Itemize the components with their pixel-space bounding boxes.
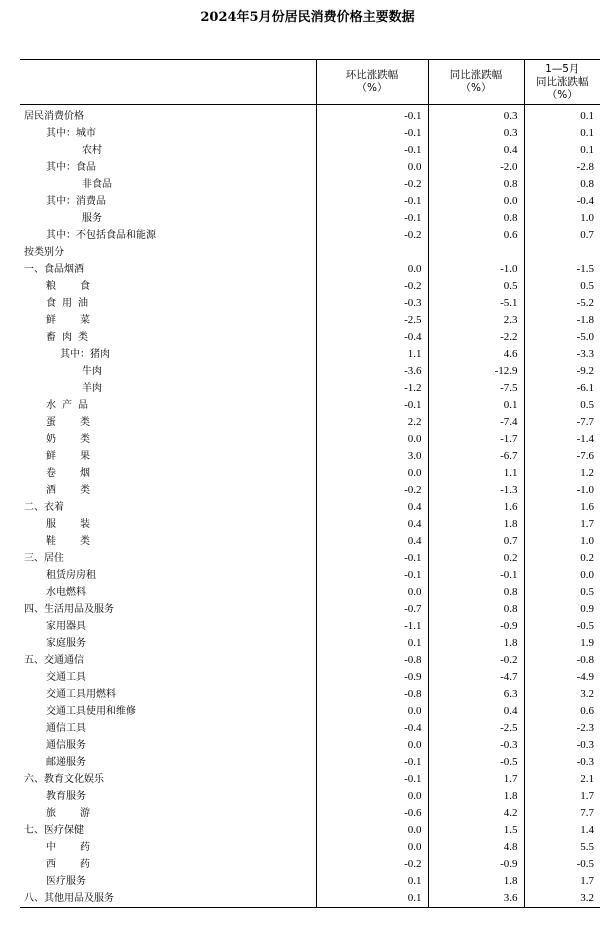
row-label xyxy=(20,584,316,601)
cell-mom: -0.2 xyxy=(316,278,428,295)
cell-yoy: 0.3 xyxy=(428,125,524,142)
cell-yoy: 0.8 xyxy=(428,584,524,601)
row-label xyxy=(20,431,316,448)
row-label-text: 交通工具用燃料 xyxy=(46,689,116,700)
cell-ytd: 0.5 xyxy=(524,278,600,295)
row-label xyxy=(20,873,316,890)
cell-yoy: -2.0 xyxy=(428,159,524,176)
row-label xyxy=(20,890,316,908)
cell-ytd: 1.2 xyxy=(524,465,600,482)
row-label-text: 鲜果 xyxy=(46,451,114,462)
cell-ytd: -1.8 xyxy=(524,312,600,329)
cell-ytd: 1.7 xyxy=(524,873,600,890)
row-label xyxy=(20,771,316,788)
table-row xyxy=(20,105,600,126)
row-label-text: 其中：消费品 xyxy=(46,196,106,207)
cell-ytd: 0.9 xyxy=(524,601,600,618)
row-label-text: 五、交通通信 xyxy=(24,655,84,666)
cell-yoy: 1.5 xyxy=(428,822,524,839)
cell-yoy: -12.9 xyxy=(428,363,524,380)
table-row xyxy=(20,805,600,822)
cell-mom: 0.0 xyxy=(316,159,428,176)
cell-ytd: -1.0 xyxy=(524,482,600,499)
row-label xyxy=(20,176,316,193)
cell-ytd: -9.2 xyxy=(524,363,600,380)
row-label-text: 中药 xyxy=(46,842,114,853)
row-label xyxy=(20,499,316,516)
row-label xyxy=(20,601,316,618)
table-row xyxy=(20,516,600,533)
table-row xyxy=(20,312,600,329)
cell-yoy: 1.8 xyxy=(428,788,524,805)
cell-mom: -0.1 xyxy=(316,142,428,159)
row-label-text: 卷烟 xyxy=(46,468,114,479)
header-ytd-line2: 同比涨跌幅 xyxy=(536,75,589,88)
row-label xyxy=(20,856,316,873)
row-label-text: 其中：城市 xyxy=(46,128,96,139)
row-label xyxy=(20,839,316,856)
cell-yoy: 1.1 xyxy=(428,465,524,482)
header-item xyxy=(20,60,316,105)
cell-mom: -0.1 xyxy=(316,397,428,414)
table-row xyxy=(20,635,600,652)
row-label xyxy=(20,414,316,431)
header-yoy-line2: （%） xyxy=(460,82,492,94)
row-label xyxy=(20,329,316,346)
row-label-text: 一、食品烟酒 xyxy=(24,264,84,275)
row-label-text: 非食品 xyxy=(82,179,112,190)
row-label xyxy=(20,193,316,210)
cell-mom: 0.4 xyxy=(316,533,428,550)
cell-yoy: 1.7 xyxy=(428,771,524,788)
cell-mom: -0.2 xyxy=(316,482,428,499)
cell-ytd: 0.5 xyxy=(524,397,600,414)
row-label xyxy=(20,210,316,227)
cell-yoy: 0.1 xyxy=(428,397,524,414)
cell-mom: -0.1 xyxy=(316,567,428,584)
table-row xyxy=(20,890,600,908)
cell-mom: -0.1 xyxy=(316,210,428,227)
row-label xyxy=(20,686,316,703)
cell-mom: 0.4 xyxy=(316,516,428,533)
header-mom-line2: （%） xyxy=(356,82,388,94)
row-label xyxy=(20,822,316,839)
table-row xyxy=(20,856,600,873)
cell-ytd: 3.2 xyxy=(524,686,600,703)
cell-yoy: 4.8 xyxy=(428,839,524,856)
cell-ytd: 0.1 xyxy=(524,125,600,142)
table-row xyxy=(20,873,600,890)
cell-yoy: 4.6 xyxy=(428,346,524,363)
row-label xyxy=(20,669,316,686)
cell-ytd: 0.7 xyxy=(524,227,600,244)
cell-ytd: 0.1 xyxy=(524,105,600,126)
row-label-text: 四、生活用品及服务 xyxy=(24,604,114,615)
cell-ytd: 0.2 xyxy=(524,550,600,567)
cell-ytd: -0.8 xyxy=(524,652,600,669)
cell-yoy: -2.5 xyxy=(428,720,524,737)
cell-mom: -0.2 xyxy=(316,176,428,193)
cell-ytd: -0.5 xyxy=(524,618,600,635)
row-label-text: 食用油 xyxy=(46,298,94,309)
table-row xyxy=(20,176,600,193)
row-label xyxy=(20,567,316,584)
table-row xyxy=(20,550,600,567)
cell-mom: 0.0 xyxy=(316,584,428,601)
table-row xyxy=(20,193,600,210)
cell-mom: 0.1 xyxy=(316,890,428,908)
cell-yoy: 0.0 xyxy=(428,193,524,210)
row-label-text: 其中：食品 xyxy=(46,162,96,173)
table-body xyxy=(20,105,600,908)
row-label-text: 奶类 xyxy=(46,434,114,445)
row-label xyxy=(20,380,316,397)
cell-ytd: 0.1 xyxy=(524,142,600,159)
cell-yoy: 0.4 xyxy=(428,142,524,159)
row-label xyxy=(20,737,316,754)
table-row xyxy=(20,465,600,482)
cell-mom: 0.0 xyxy=(316,788,428,805)
row-label-text: 通信服务 xyxy=(46,740,86,751)
row-label-text: 服装 xyxy=(46,519,114,530)
cell-mom: 0.0 xyxy=(316,431,428,448)
table-row xyxy=(20,397,600,414)
table-row xyxy=(20,125,600,142)
cell-mom: 3.0 xyxy=(316,448,428,465)
cell-ytd: -2.3 xyxy=(524,720,600,737)
cell-yoy: 3.6 xyxy=(428,890,524,908)
cell-yoy: 0.8 xyxy=(428,601,524,618)
row-label xyxy=(20,465,316,482)
cell-ytd: -5.0 xyxy=(524,329,600,346)
cell-ytd: 1.4 xyxy=(524,822,600,839)
cell-yoy: -1.3 xyxy=(428,482,524,499)
table-row xyxy=(20,499,600,516)
cell-ytd: -0.3 xyxy=(524,754,600,771)
cell-ytd: 0.8 xyxy=(524,176,600,193)
cell-ytd: -3.3 xyxy=(524,346,600,363)
table-row xyxy=(20,295,600,312)
table-row xyxy=(20,669,600,686)
table-row xyxy=(20,346,600,363)
table-row xyxy=(20,771,600,788)
cell-mom: -0.2 xyxy=(316,227,428,244)
row-label-text: 粮食 xyxy=(46,281,114,292)
row-label xyxy=(20,652,316,669)
table-row xyxy=(20,754,600,771)
row-label-text: 农村 xyxy=(82,145,102,156)
cell-yoy: -4.7 xyxy=(428,669,524,686)
row-label-text: 西药 xyxy=(46,859,114,870)
header-ytd-line3: （%） xyxy=(546,88,578,101)
row-label-text: 牛肉 xyxy=(82,366,102,377)
row-label-text: 医疗服务 xyxy=(46,876,86,887)
row-label-text: 交通工具使用和维修 xyxy=(46,706,136,717)
row-label xyxy=(20,261,316,278)
row-label xyxy=(20,227,316,244)
row-label xyxy=(20,533,316,550)
cell-ytd: 1.7 xyxy=(524,516,600,533)
cell-yoy: 0.8 xyxy=(428,176,524,193)
cell-mom: -0.9 xyxy=(316,669,428,686)
cell-ytd: -0.4 xyxy=(524,193,600,210)
row-label xyxy=(20,703,316,720)
row-label-text: 旅游 xyxy=(46,808,114,819)
cell-yoy: 0.7 xyxy=(428,533,524,550)
row-label xyxy=(20,295,316,312)
row-label xyxy=(20,448,316,465)
cell-ytd: -0.5 xyxy=(524,856,600,873)
table-row xyxy=(20,261,600,278)
row-label-text: 蛋类 xyxy=(46,417,114,428)
table-row xyxy=(20,703,600,720)
cell-yoy: 1.8 xyxy=(428,516,524,533)
cell-ytd: 0.5 xyxy=(524,584,600,601)
table-row xyxy=(20,737,600,754)
cell-mom: -0.8 xyxy=(316,652,428,669)
cell-yoy: 1.8 xyxy=(428,635,524,652)
cell-ytd: -6.1 xyxy=(524,380,600,397)
row-label-text: 三、居住 xyxy=(24,553,64,564)
cell-mom: -1.1 xyxy=(316,618,428,635)
table-row xyxy=(20,839,600,856)
cell-yoy: -0.9 xyxy=(428,618,524,635)
table-row xyxy=(20,686,600,703)
table-row xyxy=(20,329,600,346)
cell-ytd: 3.2 xyxy=(524,890,600,908)
table-row xyxy=(20,227,600,244)
row-label-text: 七、医疗保健 xyxy=(24,825,84,836)
row-label-text: 其中：猪肉 xyxy=(60,349,110,360)
header-mom-line1: 环比涨跌幅 xyxy=(345,69,399,81)
table-row xyxy=(20,448,600,465)
cell-mom: 0.0 xyxy=(316,839,428,856)
cell-mom: -0.1 xyxy=(316,125,428,142)
table-row xyxy=(20,363,600,380)
header-yoy xyxy=(428,60,524,105)
cell-yoy: 1.8 xyxy=(428,873,524,890)
row-label-text: 酒类 xyxy=(46,485,114,496)
cell-yoy: 0.5 xyxy=(428,278,524,295)
row-label xyxy=(20,397,316,414)
cell-yoy: 1.6 xyxy=(428,499,524,516)
cell-yoy: -1.7 xyxy=(428,431,524,448)
row-label-text: 六、教育文化娱乐 xyxy=(24,774,104,785)
cell-mom: 0.0 xyxy=(316,261,428,278)
header-yoy-line1: 同比涨跌幅 xyxy=(449,69,503,81)
cell-mom: -0.4 xyxy=(316,720,428,737)
cell-mom: 0.0 xyxy=(316,465,428,482)
table-row xyxy=(20,533,600,550)
table-row xyxy=(20,652,600,669)
row-label xyxy=(20,363,316,380)
cell-mom: -3.6 xyxy=(316,363,428,380)
row-label-text: 水产品 xyxy=(46,400,94,411)
cell-mom: -0.2 xyxy=(316,856,428,873)
cell-yoy: 0.2 xyxy=(428,550,524,567)
table-row xyxy=(20,142,600,159)
cell-yoy: -6.7 xyxy=(428,448,524,465)
row-label xyxy=(20,635,316,652)
cell-yoy: 0.3 xyxy=(428,105,524,126)
cell-ytd: -4.9 xyxy=(524,669,600,686)
cell-mom: 0.0 xyxy=(316,822,428,839)
cell-mom: 0.0 xyxy=(316,737,428,754)
row-label-text: 通信工具 xyxy=(46,723,86,734)
cell-ytd: 1.0 xyxy=(524,210,600,227)
cell-ytd: 5.5 xyxy=(524,839,600,856)
row-label xyxy=(20,720,316,737)
table-row xyxy=(20,822,600,839)
cell-mom: -0.1 xyxy=(316,771,428,788)
row-label xyxy=(20,125,316,142)
row-label xyxy=(20,805,316,822)
row-label xyxy=(20,159,316,176)
table-row xyxy=(20,720,600,737)
row-label-text: 居民消费价格 xyxy=(24,111,84,122)
cell-ytd: 1.7 xyxy=(524,788,600,805)
row-label xyxy=(20,550,316,567)
table-row xyxy=(20,210,600,227)
cell-yoy: -0.5 xyxy=(428,754,524,771)
table-row xyxy=(20,788,600,805)
cell-mom: -0.1 xyxy=(316,754,428,771)
cell-yoy: -1.0 xyxy=(428,261,524,278)
cell-yoy: -7.5 xyxy=(428,380,524,397)
cell-yoy: -5.1 xyxy=(428,295,524,312)
row-label xyxy=(20,788,316,805)
page-title: 2024年5月份居民消费价格主要数据 xyxy=(200,10,415,25)
cell-yoy: 6.3 xyxy=(428,686,524,703)
row-label-text: 租赁房房租 xyxy=(46,570,96,581)
cell-ytd: 0.0 xyxy=(524,567,600,584)
cell-mom: -1.2 xyxy=(316,380,428,397)
table-header-row xyxy=(20,60,600,105)
cell-mom: 0.0 xyxy=(316,703,428,720)
cell-mom xyxy=(316,244,428,261)
row-label xyxy=(20,105,316,126)
cell-mom: -0.3 xyxy=(316,295,428,312)
table-row xyxy=(20,244,600,261)
row-label xyxy=(20,618,316,635)
table-row xyxy=(20,159,600,176)
cell-yoy: 0.4 xyxy=(428,703,524,720)
row-label xyxy=(20,312,316,329)
table-row xyxy=(20,414,600,431)
cell-ytd: 7.7 xyxy=(524,805,600,822)
cell-ytd: 1.9 xyxy=(524,635,600,652)
cell-mom: 0.1 xyxy=(316,873,428,890)
row-label-text: 按类别分 xyxy=(24,247,64,258)
cell-yoy: -0.1 xyxy=(428,567,524,584)
row-label-text: 鞋类 xyxy=(46,536,114,547)
row-label xyxy=(20,244,316,261)
table-row xyxy=(20,584,600,601)
row-label xyxy=(20,142,316,159)
row-label-text: 教育服务 xyxy=(46,791,86,802)
cell-yoy: -0.3 xyxy=(428,737,524,754)
cell-yoy: 4.2 xyxy=(428,805,524,822)
table-row xyxy=(20,380,600,397)
cell-mom: 1.1 xyxy=(316,346,428,363)
row-label-text: 服务 xyxy=(82,213,102,224)
cell-ytd: 2.1 xyxy=(524,771,600,788)
row-label-text: 其中：不包括食品和能源 xyxy=(46,230,156,241)
row-label-text: 鲜菜 xyxy=(46,315,114,326)
cell-yoy: 2.3 xyxy=(428,312,524,329)
row-label-text: 交通工具 xyxy=(46,672,86,683)
cell-yoy: -2.2 xyxy=(428,329,524,346)
table-row xyxy=(20,618,600,635)
cell-mom: 0.4 xyxy=(316,499,428,516)
table-row xyxy=(20,567,600,584)
cell-ytd: -5.2 xyxy=(524,295,600,312)
table-row xyxy=(20,431,600,448)
cell-yoy: -0.9 xyxy=(428,856,524,873)
cpi-data-table xyxy=(20,59,600,908)
row-label xyxy=(20,482,316,499)
cell-ytd: -0.3 xyxy=(524,737,600,754)
cell-yoy xyxy=(428,244,524,261)
table-row xyxy=(20,601,600,618)
cell-mom: -0.6 xyxy=(316,805,428,822)
cell-ytd: 0.6 xyxy=(524,703,600,720)
row-label-text: 水电燃料 xyxy=(46,587,86,598)
cell-mom: -0.1 xyxy=(316,193,428,210)
row-label-text: 二、衣着 xyxy=(24,502,64,513)
cell-mom: -0.8 xyxy=(316,686,428,703)
cell-ytd: 1.6 xyxy=(524,499,600,516)
row-label-text: 羊肉 xyxy=(82,383,102,394)
cell-mom: 2.2 xyxy=(316,414,428,431)
cell-ytd: -1.5 xyxy=(524,261,600,278)
table-row xyxy=(20,482,600,499)
cell-mom: -0.7 xyxy=(316,601,428,618)
row-label xyxy=(20,278,316,295)
header-ytd xyxy=(524,60,600,105)
table-row xyxy=(20,278,600,295)
header-mom xyxy=(316,60,428,105)
row-label xyxy=(20,754,316,771)
cell-ytd: -7.6 xyxy=(524,448,600,465)
header-ytd-line1: 1—5月 xyxy=(545,62,580,75)
cell-yoy: 0.6 xyxy=(428,227,524,244)
cell-mom: -0.4 xyxy=(316,329,428,346)
cell-mom: -2.5 xyxy=(316,312,428,329)
row-label-text: 邮递服务 xyxy=(46,757,86,768)
cell-yoy: -7.4 xyxy=(428,414,524,431)
cell-mom: -0.1 xyxy=(316,105,428,126)
cell-yoy: 0.8 xyxy=(428,210,524,227)
cell-ytd xyxy=(524,244,600,261)
row-label-text: 家庭服务 xyxy=(46,638,86,649)
row-label-text: 家用器具 xyxy=(46,621,86,632)
row-label xyxy=(20,346,316,363)
cell-mom: -0.1 xyxy=(316,550,428,567)
cell-mom: 0.1 xyxy=(316,635,428,652)
row-label xyxy=(20,516,316,533)
cell-ytd: 1.0 xyxy=(524,533,600,550)
cell-yoy: -0.2 xyxy=(428,652,524,669)
row-label-text: 畜肉类 xyxy=(46,332,94,343)
cell-ytd: -2.8 xyxy=(524,159,600,176)
cell-ytd: -1.4 xyxy=(524,431,600,448)
cell-ytd: -7.7 xyxy=(524,414,600,431)
row-label-text: 八、其他用品及服务 xyxy=(24,893,114,904)
